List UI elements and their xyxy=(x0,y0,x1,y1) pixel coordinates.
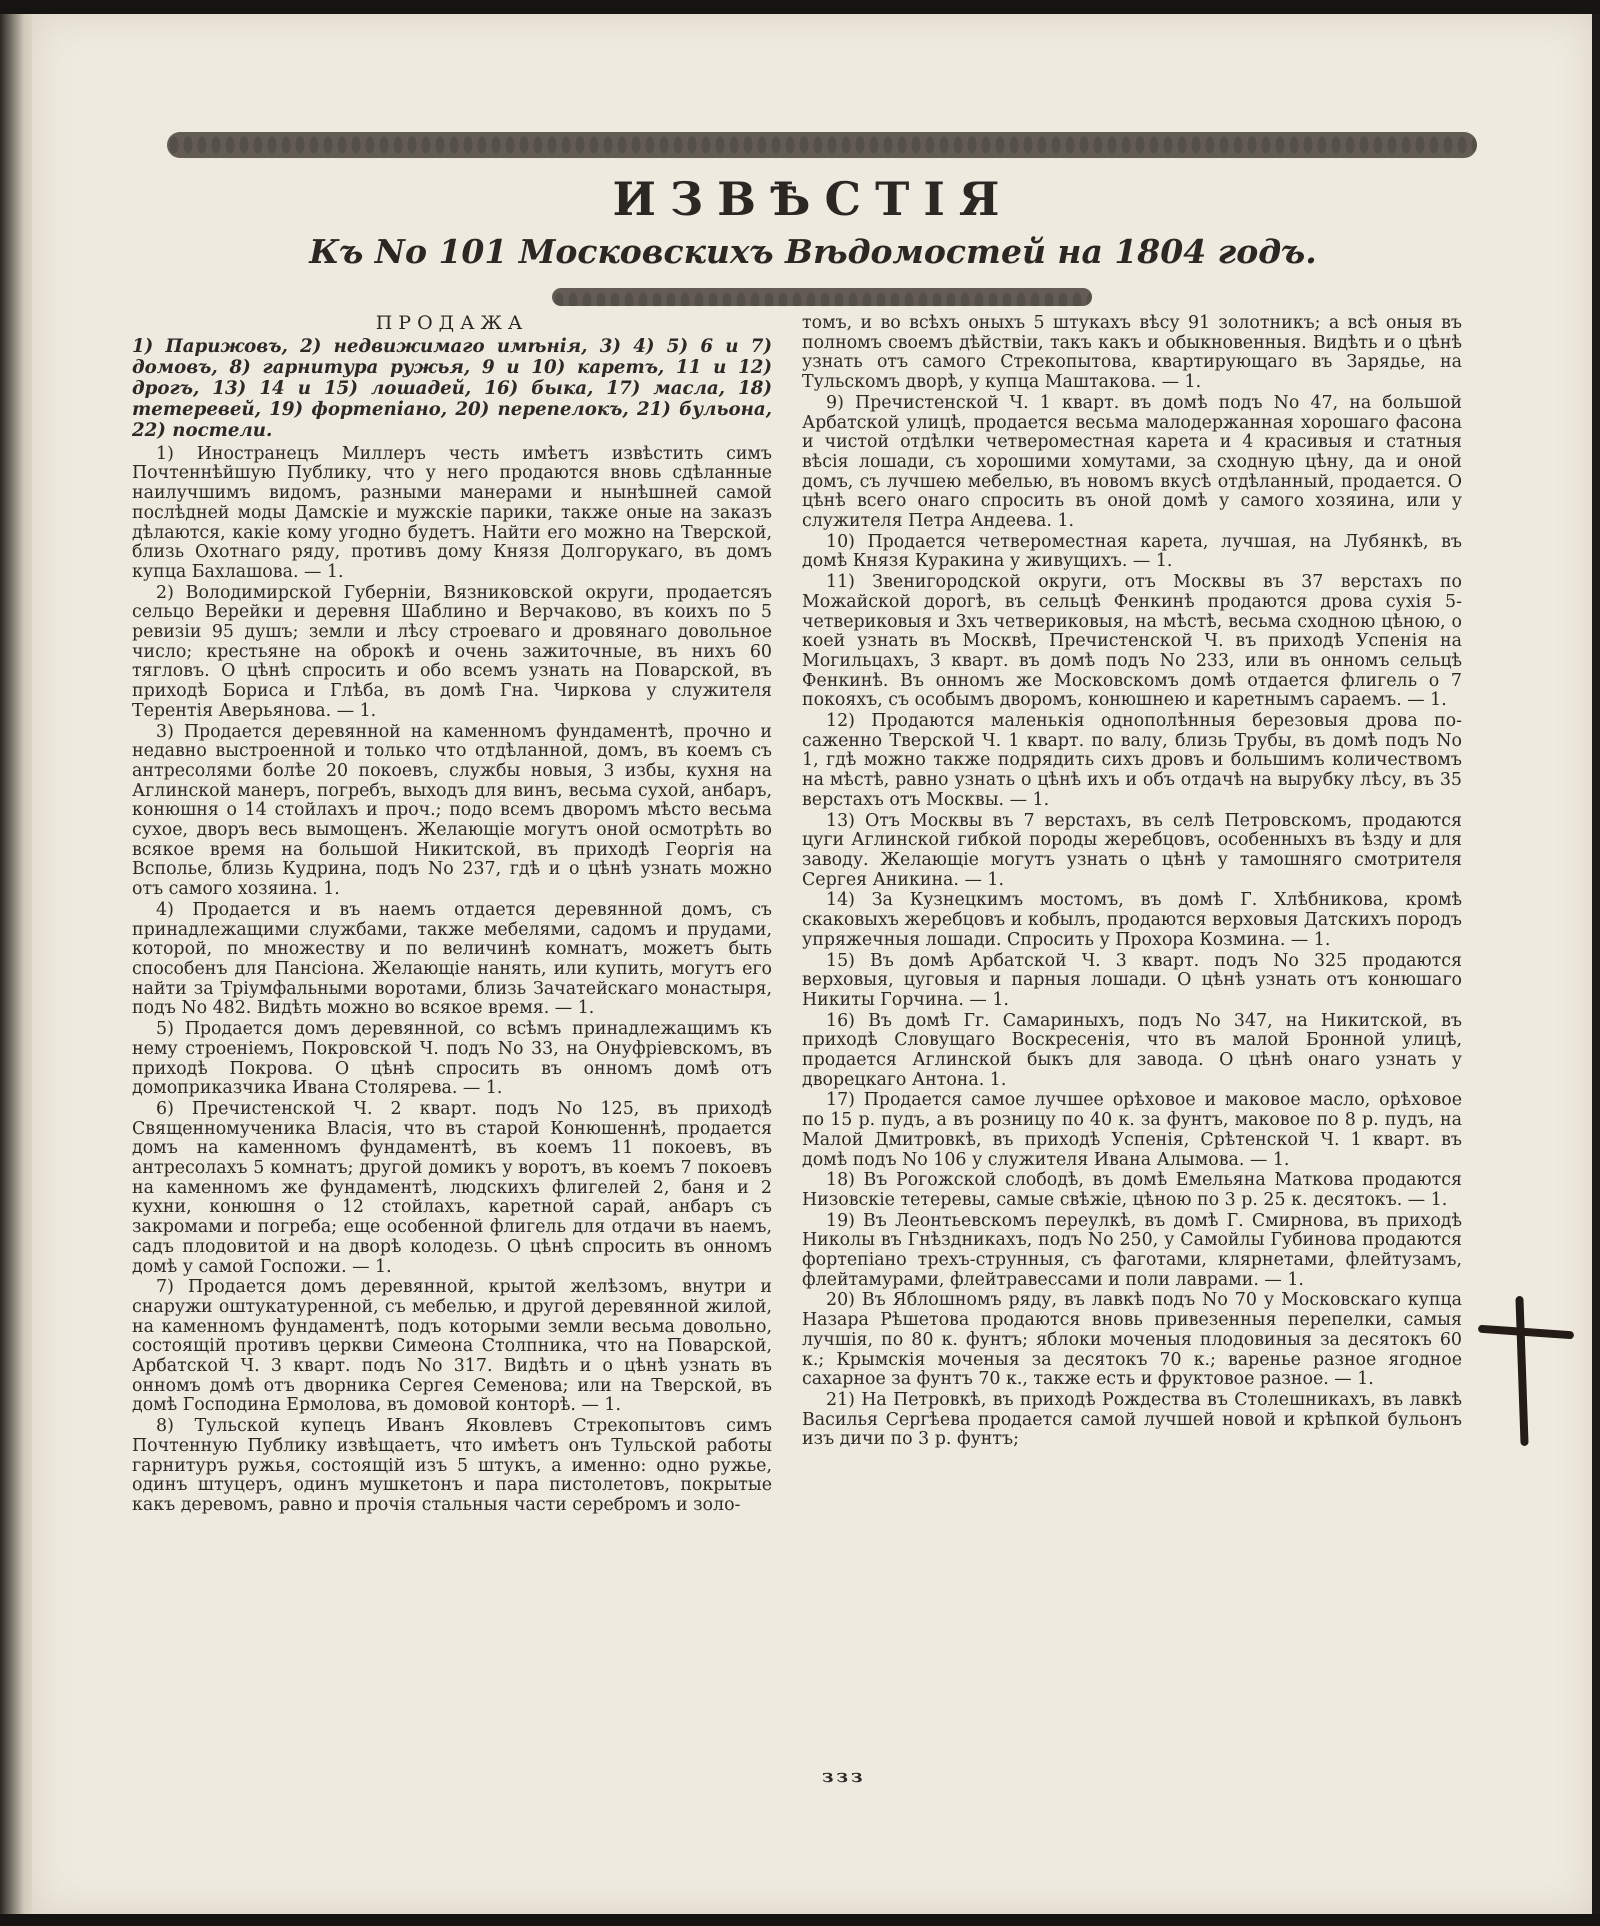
newspaper-page xyxy=(32,14,1594,1914)
ad-paragraph: 21) На Петровкѣ, въ приходѣ Рождества въ Столешникахъ, въ лавкѣ Василья Сергѣева продается самой лучшей новой и крѣпкой бульонъ изъ дичи по 3 р. фунтъ; xyxy=(802,1389,1462,1450)
left-column xyxy=(132,314,772,1517)
ad-paragraph: 3) Продается деревянной на каменномъ фундаментѣ, прочно и недавно выстроенной и только что отдѣланной, домъ, въ коемъ съ антресолями болѣе 20 покоевъ, службы новыя, 3 избы, кухня на Аглинской манеръ, погребъ, выходъ для винъ, весьма сухой, анбаръ, конюшня о 14 стойлахъ и проч.; подо всемъ дворомъ мѣсто весьма сухое, дворъ весь вымощенъ. Желающіе могутъ оной осмотрѣть во всякое время на большой Никитской, въ приходѣ Георгія на Всполье, близь Кудрина, подъ No 237, гдѣ и о цѣнѣ узнать можно отъ самого хозяина. 1. xyxy=(132,721,772,900)
catchword: ззз xyxy=(822,1766,866,1787)
ad-paragraph: 10) Продается четвероместная карета, лучшая, на Лубянкѣ, въ домѣ Князя Куракина у живущихъ. — 1. xyxy=(802,531,1462,572)
ad-paragraph: 8) Тульской купецъ Иванъ Яковлевъ Стрекопытовъ симъ Почтенную Публику извѣщаетъ, что имѣетъ онъ Тульской работы гарнитуръ ружья, состоящій изъ 5 штукъ, а именно: одно ружье, одинъ штуцеръ, одинъ мушкетонъ и пара пистолетовъ, покрытые какъ деревомъ, равно и прочія стальныя части серебромъ и золо- xyxy=(132,1416,772,1515)
handwritten-cross-mark-bar xyxy=(1478,1325,1574,1340)
ad-paragraph: 4) Продается и въ наемъ отдается деревянной домъ, съ принадлежащими службами, также мебелями, садомъ и прудами, которой, по множеству и по величинѣ комнатъ, можетъ быть способенъ для Пансіона. Желающіе нанять, или купить, могутъ его найти за Тріумфальными воротами, близь Зачатейскаго монастыря, подъ No 482. Видѣть можно во всякое время. — 1. xyxy=(132,899,772,1019)
right-column xyxy=(802,314,1462,1451)
ad-paragraph: 16) Въ домѣ Гг. Самариныхъ, подъ No 347, на Никитской, въ приходѣ Словущаго Воскресенія, что въ малой Бронной улицѣ, продается Аглинской быкъ для завода. О цѣнѣ онаго узнать у дворецкаго Антона. 1. xyxy=(802,1010,1462,1090)
section-heading: ПРОДАЖА xyxy=(375,312,529,334)
ad-paragraph: 19) Въ Леонтьевскомъ переулкѣ, въ домѣ Г. Смирнова, въ приходѣ Николы въ Гнѣздникахъ, подъ No 250, у Самойлы Губинова продаются фортепіано трехъ-струнныя, съ фаготами, клярнетами, флейтузамъ, флейтамурами, флейтравессами и поли лаврами. — 1. xyxy=(802,1210,1462,1290)
ad-paragraph: 6) Пречистенской Ч. 2 кварт. подъ No 125, въ приходѣ Священномученика Власія, что въ старой Конюшеннѣ, продается домъ на каменномъ фундаментѣ, въ коемъ 11 покоевъ, въ антресолахъ 5 комнатъ; другой домикъ у воротъ, въ коемъ 7 покоевъ на каменномъ же фундаментѣ, людскихъ флигелей 2, баня и 2 кухни, конюшня о 12 стойлахъ, каретной сарай, анбаръ съ закромами и погреба; еще особенной флигель для отдачи въ наемъ, садъ плодовитой и на дворѣ колодезь. О цѣнѣ спросить въ онномъ домѣ у самой Госпожи. — 1. xyxy=(132,1098,772,1277)
title-ornament-rule xyxy=(552,288,1092,306)
ad-paragraph: 13) Отъ Москвы въ 7 верстахъ, въ селѣ Петровскомъ, продаются цуги Аглинской гибкой породы жеребцовъ, особенныхъ въ ѣзду и для заводу. Желающіе могутъ узнать о цѣнѣ у тамошняго смотрителя Сергея Аникина. — 1. xyxy=(802,810,1462,890)
section-index: 1) Парижовъ, 2) недвижимаго имѣнія, 3) 4) 5) 6 и 7) домовъ, 8) гарнитура ружья, 9 и 10) каретъ, 11 и 12) дрогъ, 13) 14 и 15) лошадей, 16) быка, 17) масла, 18) тетеревей, 19) фортепiано, 20) перепелокъ, 21) бульона, 22) постели. xyxy=(132,335,772,441)
page-edge-shadow xyxy=(1592,14,1600,1914)
ad-paragraph: 17) Продается самое лучшее орѣховое и маковое масло, орѣховое по 15 р. пудъ, а въ розницу по 40 к. за фунтъ, маковое по 8 р. пудъ, на Малой Дмитровкѣ, въ приходѣ Успенія, Срѣтенской Ч. 1 кварт. въ домѣ подъ No 106 у служителя Ивана Алымова. — 1. xyxy=(802,1090,1462,1170)
page-title: ИЗВѢСТIЯ xyxy=(612,172,1014,226)
ad-paragraph: 11) Звенигородской округи, отъ Москвы въ 37 верстахъ по Можайской дорогѣ, въ сельцѣ Фенкинѣ продаются дрова сухія 5-четвериковыя и 3хъ четвериковыя, на мѣстѣ, весьма сходною цѣною, о коей узнать въ Москвѣ, Пречистенской Ч. въ приходѣ Успенія на Могильцахъ, 3 кварт. въ домѣ подъ No 233, или въ онномъ сельцѣ Фенкинѣ. Въ онномъ же Московскомъ домѣ отдается флигель о 7 покояхъ, съ особымъ дворомъ, конюшнею и каретнымъ сараемъ. — 1. xyxy=(802,572,1462,711)
ad-paragraph: 1) Иностранецъ Миллеръ честь имѣетъ извѣстить симъ Почтеннѣйшую Публику, что у него продаются вновь сдѣланные наилучшимъ видомъ, разными манерами и нынѣшней самой послѣдней моды Дамскіе и мужскіе парики, также оные на заказъ дѣлаются, какіе кому угодно будетъ. Найти его можно на Тверской, близь Охотнаго ряду, противъ дому Князя Долгорукаго, въ домъ купца Бахлашова. — 1. xyxy=(132,443,772,582)
ad-paragraph: 20) Въ Яблошномъ ряду, въ лавкѣ подъ No 70 у Московскаго купца Назара Рѣшетова продаются вновь привезенныя перепелки, самыя лучшія, по 80 к. фунтъ; яблоки моченыя плодовиныя за десятокъ 60 к.; Крымскія моченыя за десятокъ 70 к.; варенье разное ягодное сахарное за фунтъ 70 к., также есть и фруктовое разное. — 1. xyxy=(802,1290,1462,1390)
ad-paragraph: 7) Продается домъ деревянной, крытой желѣзомъ, внутри и снаружи оштукатуренной, съ мебелью, и другой деревянной жилой, на каменномъ фундаментѣ, подъ которыми земли весьма довольно, состоящій противъ церкви Симеона Столпника, что на Поварской, Арбатской Ч. 3 кварт. подъ No 317. Видѣть и о цѣнѣ узнать въ онномъ домѣ отъ дворника Сергея Семенова; или на Тверской, въ домѣ Господина Ермолова, въ домовой конторѣ. — 1. xyxy=(132,1277,772,1416)
ad-paragraph: 12) Продаются маленькія однополѣнныя березовыя дрова по-саженно Тверской Ч. 1 кварт. по валу, близь Трубы, въ домѣ подъ No 1, гдѣ можно также подрядить сихъ дровъ и большимъ количествомъ на мѣстѣ, равно узнать о цѣнѣ ихъ и объ отдачѣ на вырубку лѣсу, въ 35 верстахъ отъ Москвы. — 1. xyxy=(802,711,1462,810)
ad-paragraph: 15) Въ домѣ Арбатской Ч. 3 кварт. подъ No 325 продаются верховыя, цуговыя и парныя лошади. О цѣнѣ узнать отъ конюшаго Никиты Горчина. — 1. xyxy=(802,950,1462,1010)
page-subtitle: Къ No 101 Московскихъ Вѣдомостей на 1804 годъ. xyxy=(309,232,1317,271)
ad-paragraph: 9) Пречистенской Ч. 1 кварт. въ домѣ подъ No 47, на большой Арбатской улицѣ, продается весьма малодержанная хорошаго фасона и чистой отдѣлки четвероместная карета и 4 красивыя и статныя вѣсія лошади, съ хорошими хомутами, за сходную цѣну, да и оной домъ, съ лучшею мебелью, въ новомъ вкусѣ отдѣланный, продается. О цѣнѣ всего онаго спросить въ оной домѣ у самого хозяина, или у служителя Петра Андеева. 1. xyxy=(802,392,1462,532)
ad-paragraph: 14) За Кузнецкимъ мостомъ, въ домѣ Г. Хлѣбникова, кромѣ скаковыхъ жеребцовъ и кобылъ, продаются верховыя Датскихъ породъ упряжечныя лошади. Спросить у Прохора Козмина. — 1. xyxy=(802,890,1462,950)
ad-paragraph: томъ, и во всѣхъ оныхъ 5 штукахъ вѣсу 91 золотникъ; а всѣ оныя въ полномъ своемъ дѣйствіи, такъ какъ и обыкновенныя. Видѣть и о цѣнѣ узнать отъ самого Стрекопытова, квартирующаго въ Зарядье, на Тульскомъ дворѣ, у купца Маштакова. — 1. xyxy=(802,313,1462,393)
ad-paragraph: 18) Въ Рогожской слободѣ, въ домѣ Емельяна Маткова продаются Низовскіе тетеревы, самые свѣжіе, цѣною по 3 р. 25 к. десятокъ. — 1. xyxy=(802,1170,1462,1210)
ad-paragraph: 2) Володимирской Губерніи, Вязниковской округи, продаетсяъ сельцо Верейки и деревня Шаблино и Верчаково, въ коихъ по 5 ревизіи 95 душъ; земли и лѣсу строеваго и дровянаго довольное число; крестьяне на оброкѣ и очень зажиточные, въ нихъ 60 тягловъ. О цѣнѣ спросить и обо всемъ узнать на Поварской, въ приходѣ Бориса и Глѣба, въ домѣ Гна. Чиркова у служителя Терентія Аверьянова. — 1. xyxy=(132,582,772,721)
ad-paragraph: 5) Продается домъ деревянной, со всѣмъ принадлежащимъ къ нему строеніемъ, Покровской Ч. подъ No 33, на Онуфріевскомъ, въ приходѣ Покрова. О цѣнѣ спросить въ онномъ домѣ отъ домоприказчика Ивана Столярева. — 1. xyxy=(132,1019,772,1099)
top-ornament-rule xyxy=(167,132,1477,158)
handwritten-cross-mark xyxy=(1515,1296,1528,1446)
